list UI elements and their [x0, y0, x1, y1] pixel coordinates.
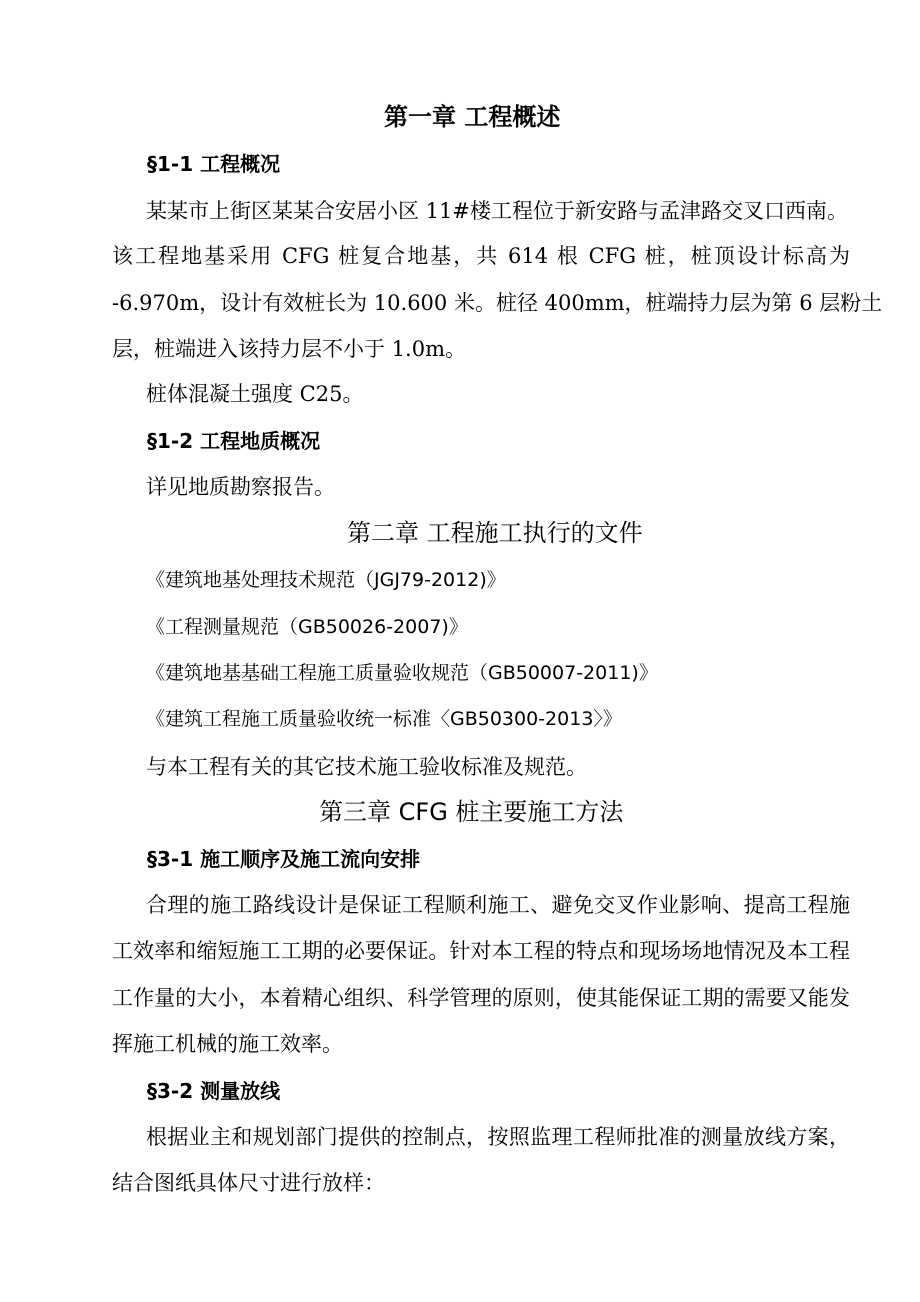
geology-text: 详见地质勘察报告。	[146, 475, 335, 499]
paragraph-line: 合理的施工路线设计是保证工程顺利施工、避免交叉作业影响、提高工程施	[146, 893, 850, 917]
reference-item: 《建筑地基基础工程施工质量验收规范（GB50007-2011)》	[146, 662, 658, 684]
paragraph-line: 工作量的大小，本着精心组织、科学管理的原则，使其能保证工期的需要又能发	[112, 986, 850, 1010]
section-3-2-heading: §3-2 测量放线	[147, 1079, 281, 1103]
paragraph-line: 结合图纸具体尺寸进行放样：	[112, 1171, 385, 1195]
section-1-2-heading: §1-2 工程地质概况	[147, 429, 321, 453]
reference-item: 《建筑工程施工质量验收统一标准〈GB50300-2013〉》	[146, 708, 622, 730]
chapter-3-title: 第三章 CFG 桩主要施工方法	[319, 798, 624, 826]
concrete-strength-text: 桩体混凝土强度 C25。	[146, 382, 364, 406]
paragraph-line: 层，桩端进入该持力层不小于 1.0m。	[112, 337, 466, 361]
chapter-2-title: 第二章 工程施工执行的文件	[347, 519, 643, 547]
paragraph-line: 根据业主和规划部门提供的控制点，按照监理工程师批准的测量放线方案，	[146, 1125, 850, 1149]
section-1-1-heading: §1-1 工程概况	[147, 152, 281, 176]
paragraph-line: 挥施工机械的施工效率。	[112, 1032, 343, 1056]
chapter-1-title: 第一章 工程概述	[384, 103, 561, 131]
reference-item: 《建筑地基处理技术规范（JGJ79-2012)》	[146, 569, 506, 591]
paragraph-line: 该工程地基采用 CFG 桩复合地基，共 614 根 CFG 桩，桩顶设计标高为	[112, 244, 850, 268]
reference-item: 《工程测量规范（GB50026-2007)》	[146, 616, 468, 638]
paragraph-line: 某某市上街区某某合安居小区 11#楼工程位于新安路与孟津路交叉口西南。	[146, 199, 848, 223]
paragraph-line: 工效率和缩短施工工期的必要保证。针对本工程的特点和现场场地情况及本工程	[112, 939, 850, 963]
section-3-1-heading: §3-1 施工顺序及施工流向安排	[147, 847, 421, 871]
other-standards-text: 与本工程有关的其它技术施工验收标准及规范。	[146, 755, 587, 779]
paragraph-line: -6.970m，设计有效桩长为 10.600 米。桩径 400mm，桩端持力层为第 6 层粉土	[112, 291, 883, 315]
